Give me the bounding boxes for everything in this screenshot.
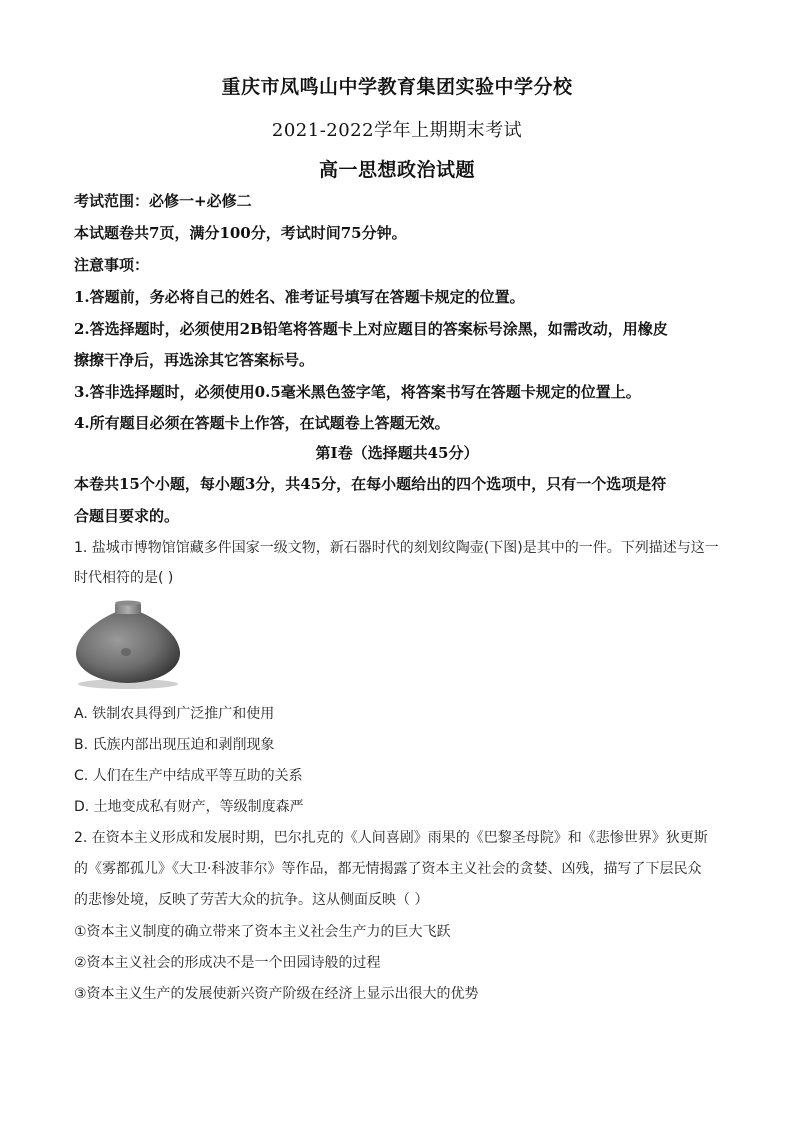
notice-item: 4.所有题目必须在答题卡上作答，在试题卷上答题无效。 <box>74 414 450 432</box>
notice-item: 3.答非选择题时，必须使用0.5毫米黑色签字笔，将答案书写在答题卡规定的位置上。 <box>74 383 641 401</box>
school-title: 重庆市凤鸣山中学教育集团实验中学分校 <box>221 76 573 98</box>
exam-title: 2021-2022学年上期期末考试 <box>271 120 523 141</box>
notice-heading: 注意事项： <box>74 256 150 274</box>
question-stem: 的悲惨处境，反映了劳苦大众的抗争。这从侧面反映（ ） <box>74 892 429 908</box>
option-d: D. 土地变成私有财产，等级制度森严 <box>74 799 304 815</box>
exam-scope: 考试范围：必修一+必修二 <box>74 192 252 210</box>
pottery-jar-image <box>72 598 184 690</box>
notice-item: 1.答题前，务必将自己的姓名、准考证号填写在答题卡规定的位置。 <box>74 288 525 306</box>
question-stem: 的《雾都孤儿》《大卫·科波菲尔》等作品，都无情揭露了资本主义社会的贪婪、凶残，描写了下层民众 <box>74 861 702 877</box>
option-b: B. 氏族内部出现压迫和剥削现象 <box>74 737 275 753</box>
subject-title: 高一思想政治试题 <box>318 159 475 181</box>
statement-item: ②资本主义社会的形成决不是一个田园诗般的过程 <box>74 955 381 971</box>
option-c: C. 人们在生产中结成平等互助的关系 <box>74 768 303 784</box>
statement-item: ③资本主义生产的发展使新兴资产阶级在经济上显示出很大的优势 <box>74 986 479 1002</box>
question-stem: 1. 盐城市博物馆馆藏多件国家一级文物，新石器时代的刻划纹陶壶(下图)是其中的一件。下列描述与这一 <box>74 540 719 556</box>
statement-item: ①资本主义制度的确立带来了资本主义社会生产力的巨大飞跃 <box>74 924 451 940</box>
notice-item: 2.答选择题时，必须使用2B铅笔将答题卡上对应题目的答案标号涂黑，如需改动，用橡皮 <box>74 320 668 338</box>
exam-format: 本试题卷共7页，满分100分，考试时间75分钟。 <box>74 224 407 242</box>
section-title: 第Ⅰ卷（选择题共45分） <box>315 444 479 462</box>
option-a: A. 铁制农具得到广泛推广和使用 <box>74 706 275 722</box>
section-intro: 本卷共15个小题，每小题3分，共45分，在每小题给出的四个选项中，只有一个选项是符 <box>74 475 667 493</box>
section-intro: 合题目要求的。 <box>74 507 180 525</box>
notice-item: 擦擦干净后，再选涂其它答案标号。 <box>74 351 315 369</box>
question-stem: 时代相符的是( ) <box>74 570 174 586</box>
question-stem: 2. 在资本主义形成和发展时期，巴尔扎克的《人间喜剧》雨果的《巴黎圣母院》和《悲惨世界》狄更斯 <box>74 830 708 846</box>
